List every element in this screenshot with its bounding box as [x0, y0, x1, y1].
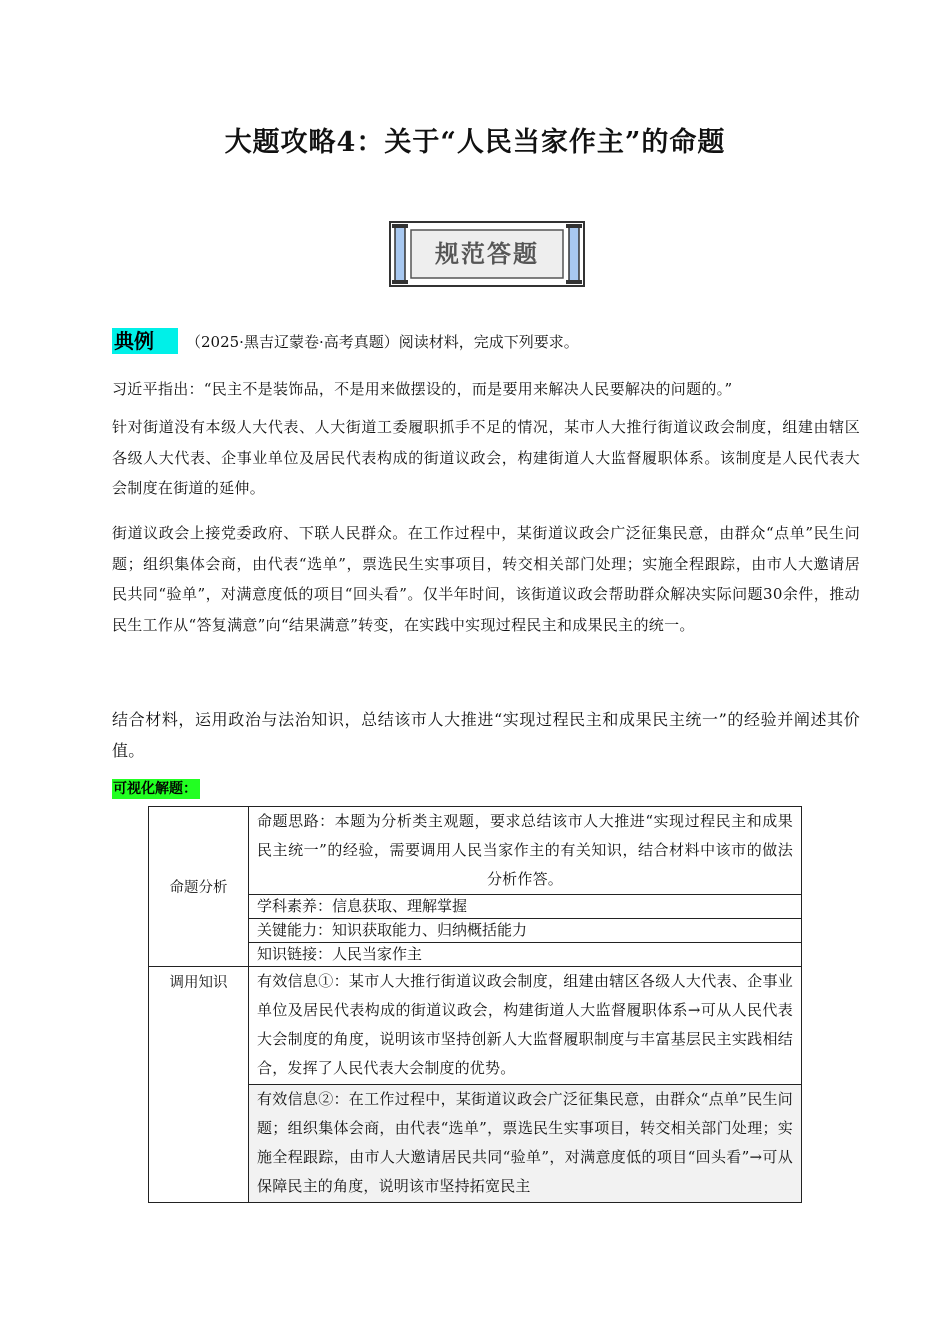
page-title: 大题攻略4：关于“人民当家作主”的命题 — [224, 127, 726, 158]
ability-text: 关键能力：知识获取能力、归纳概括能力 — [257, 921, 528, 939]
material-paragraph-2: 街道议政会上接党委政府、下联人民群众。在工作过程中，某街道议政会广泛征集民意，由群众“点单”民生问题；组织集体会商，由代表“选单”，票选民生实事项目，转交相关部门处理；实施全程跟踪，由市人大邀请居民共同“验单”，对满意度低的项目“回头看”。仅半年时间，该街道议政会帮助群众解决实际问题30余件，推动民生工作从“答复满意”向“结果满意”转变，在实践中实现过程民主和成果民主的统一。 — [112, 524, 860, 634]
info1-text: 有效信息①：某市人大推行街道议政会制度，组建由辖区各级人大代表、企事业单位及居民代表构成的街道议政会，构建街道人大监督履职体系→可从人民代表大会制度的角度，说明该市坚持创新人大监督履职制度与丰富基层民主实践相结合，发挥了人民代表大会制度的优势。 — [257, 972, 793, 1077]
example-header — [112, 326, 872, 356]
section-banner — [389, 221, 585, 287]
info2-text: 有效信息②：在工作过程中，某街道议政会广泛征集民意，由群众“点单”民生问题；组织集体会商，由代表“选单”，票选民生实事项目，转交相关部门处理；实施全程跟踪，由市人大邀请居民共同“验单”，对满意度低的项目“回头看”→可从保障民主的角度，说明该市坚持拓宽民主 — [257, 1090, 793, 1195]
material-quote: 习近平指出：“民主不是装饰品，不是用来做摆设的，而是要用来解决人民要解决的问题的。” — [112, 380, 733, 398]
analysis-table — [148, 806, 802, 1203]
example-tag: 典例 — [112, 328, 178, 354]
ability-cell — [249, 919, 802, 943]
thinking-text: 命题思路：本题为分析类主观题，要求总结该市人大推进“实现过程民主和成果民主统一”的经验，需要调用人民当家作主的有关知识，结合材料中该市的做法分析作答。 — [257, 812, 793, 888]
knowledge-link-text: 知识链接：人民当家作主 — [257, 945, 423, 963]
knowledge-label: 调用知识 — [169, 975, 228, 991]
info2-cell — [249, 1085, 802, 1203]
material-paragraph-1: 针对街道没有本级人大代表、人大街道工委履职抓手不足的情况，某市人大推行街道议政会制度，组建由辖区各级人大代表、企事业单位及居民代表构成的街道议政会，构建街道人大监督履职体系。该制度是人民代表大会制度在街道的延伸。 — [112, 418, 860, 497]
analysis-label-cell — [149, 807, 249, 967]
knowledge-link-cell — [249, 943, 802, 967]
info1-cell — [249, 967, 802, 1085]
example-source: （2025·黑吉辽蒙卷·高考真题）阅读材料，完成下列要求。 — [186, 333, 579, 351]
visual-solution-label: 可视化解题： — [112, 779, 200, 799]
literacy-cell — [249, 895, 802, 919]
analysis-label: 命题分析 — [169, 880, 228, 896]
knowledge-label-cell — [149, 967, 249, 1203]
thinking-cell — [249, 807, 802, 895]
literacy-text: 学科素养：信息获取、理解掌握 — [257, 897, 468, 915]
banner-label: 规范答题 — [435, 240, 539, 268]
question-text: 结合材料，运用政治与法治知识，总结该市人大推进“实现过程民主和成果民主统一”的经验并阐述其价值。 — [112, 710, 860, 760]
